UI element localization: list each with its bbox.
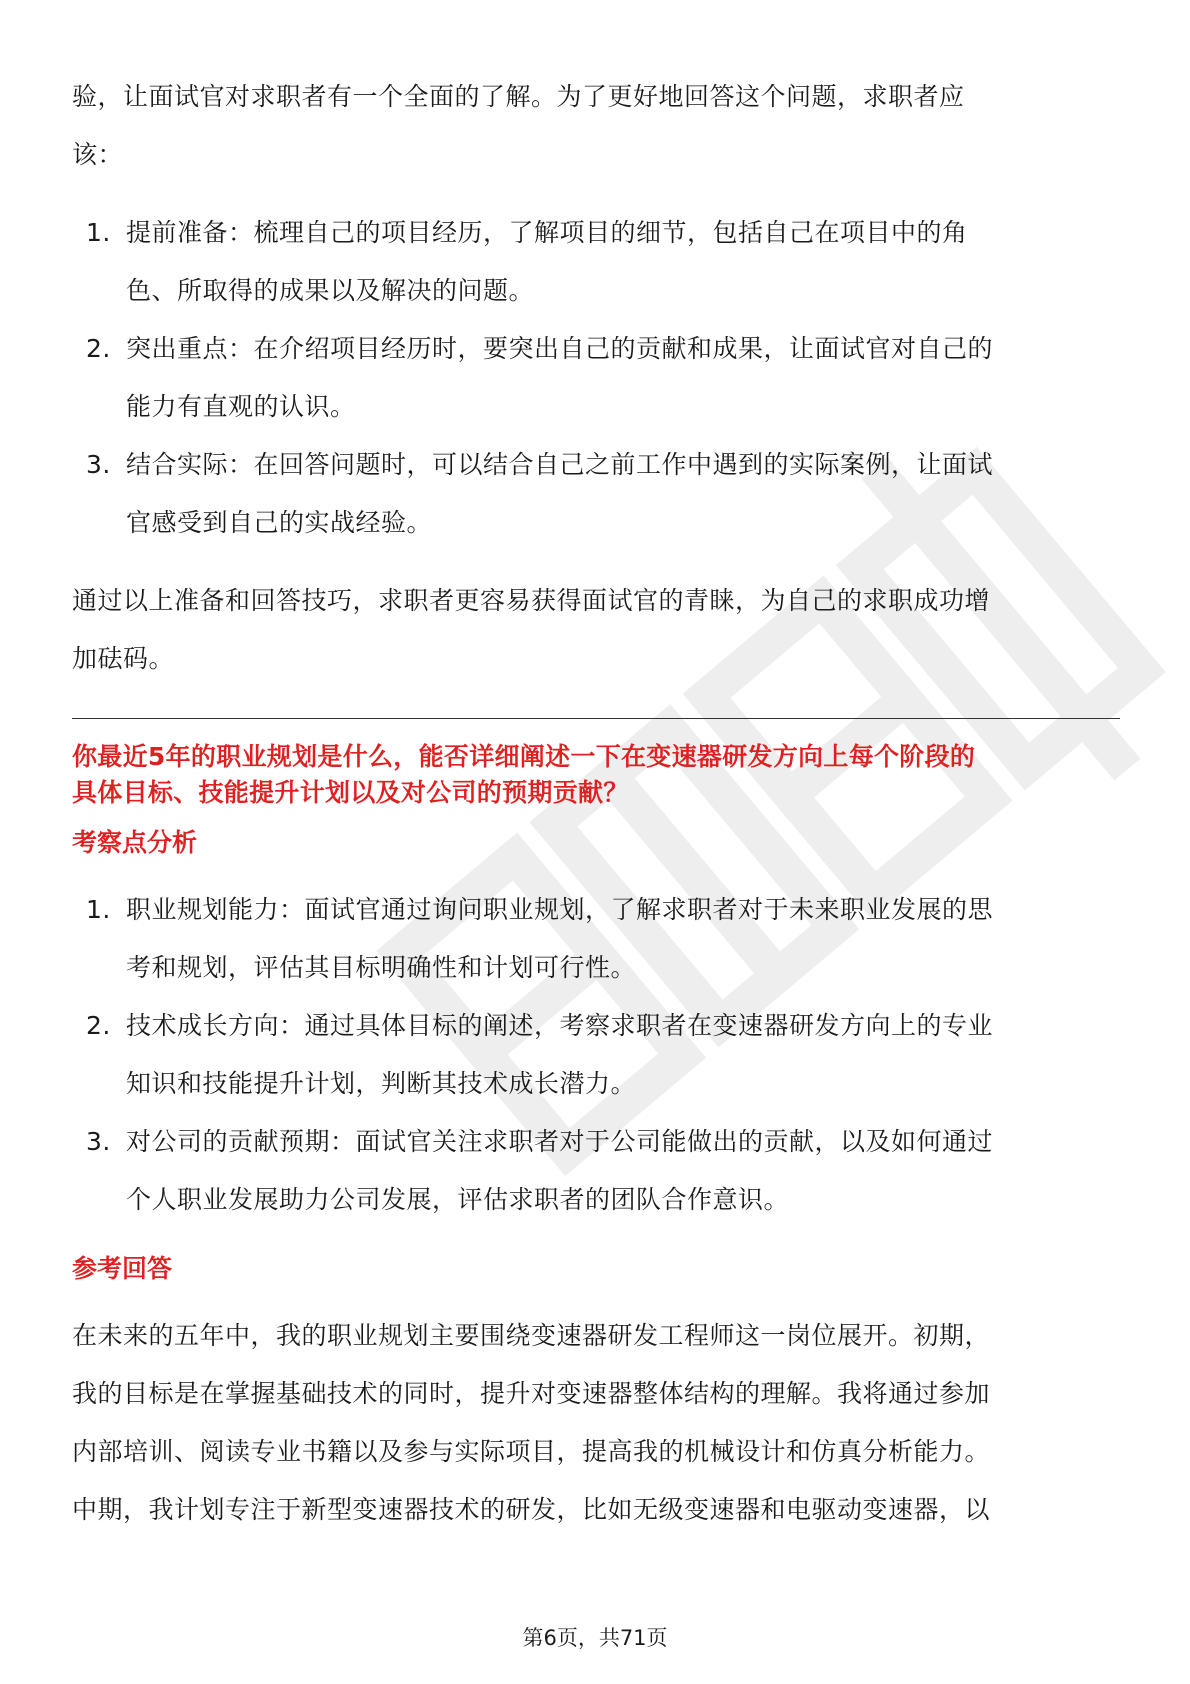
list-item-line-1: 技术成长方向：通过具体目标的阐述，考察求职者在变速器研发方向上的专业	[126, 1011, 994, 1040]
interview-question	[72, 739, 1120, 811]
intro-paragraph	[72, 68, 1120, 184]
list-number: 2.	[86, 334, 111, 363]
reference-line: 我的目标是在掌握基础技术的同时，提升对变速器整体结构的理解。我将通过参加	[72, 1379, 991, 1408]
page-number: 第6页，共71页	[522, 1626, 668, 1650]
summary-paragraph	[72, 572, 1120, 688]
question-line-1: 你最近5年的职业规划是什么，能否详细阐述一下在变速器研发方向上每个阶段的	[72, 742, 976, 771]
list-item-line-2: 色、所取得的成果以及解决的问题。	[126, 276, 535, 305]
list-item	[72, 436, 1120, 552]
list-item-line-1: 职业规划能力：面试官通过询问职业规划，了解求职者对于未来职业发展的思	[126, 895, 994, 924]
question-line-2: 具体目标、技能提升计划以及对公司的预期贡献？	[72, 778, 629, 807]
list-item-line-2: 考和规划，评估其目标明确性和计划可行性。	[126, 953, 637, 982]
list-number: 3.	[86, 450, 111, 479]
intro-line-2: 该：	[72, 140, 124, 169]
list-item	[72, 320, 1120, 436]
list-item-line-2: 官感受到自己的实战经验。	[126, 508, 433, 537]
list-item-line-1: 突出重点：在介绍项目经历时，要突出自己的贡献和成果，让面试官对自己的	[126, 334, 994, 363]
list-number: 1.	[86, 218, 111, 247]
list-item	[72, 881, 1120, 997]
reference-heading: 参考回答	[72, 1254, 173, 1283]
reference-line: 内部培训、阅读专业书籍以及参与实际项目，提高我的机械设计和仿真分析能力。	[72, 1437, 991, 1466]
section-divider	[72, 718, 1120, 719]
list-item	[72, 204, 1120, 320]
reference-answer-paragraph	[72, 1307, 1120, 1539]
list-item-line-1: 结合实际：在回答问题时，可以结合自己之前工作中遇到的实际案例，让面试	[126, 450, 994, 479]
list-item-line-2: 个人职业发展助力公司发展，评估求职者的团队合作意识。	[126, 1185, 790, 1214]
list-item-line-1: 对公司的贡献预期：面试官关注求职者对于公司能做出的贡献，以及如何通过	[126, 1127, 994, 1156]
prep-tips-list	[72, 204, 1120, 552]
reference-line: 在未来的五年中，我的职业规划主要围绕变速器研发工程师这一岗位展开。初期，	[72, 1321, 991, 1350]
list-number: 3.	[86, 1127, 111, 1156]
analysis-list	[72, 881, 1120, 1229]
list-item-line-1: 提前准备：梳理自己的项目经历，了解项目的细节，包括自己在项目中的角	[126, 218, 968, 247]
list-item	[72, 997, 1120, 1113]
summary-line-2: 加砝码。	[72, 644, 175, 673]
reference-line: 中期，我计划专注于新型变速器技术的研发，比如无级变速器和电驱动变速器，以	[72, 1495, 991, 1524]
page-footer	[0, 1622, 1190, 1652]
list-item-line-2: 知识和技能提升计划，判断其技术成长潜力。	[126, 1069, 637, 1098]
list-item-line-2: 能力有直观的认识。	[126, 392, 356, 421]
summary-line-1: 通过以上准备和回答技巧，求职者更容易获得面试官的青睐，为自己的求职成功增	[72, 586, 991, 615]
list-number: 1.	[86, 895, 111, 924]
analysis-heading: 考察点分析	[72, 828, 198, 857]
list-item	[72, 1113, 1120, 1229]
intro-line-1: 验，让面试官对求职者有一个全面的了解。为了更好地回答这个问题，求职者应	[72, 82, 965, 111]
list-number: 2.	[86, 1011, 111, 1040]
page-content	[72, 68, 1120, 1539]
